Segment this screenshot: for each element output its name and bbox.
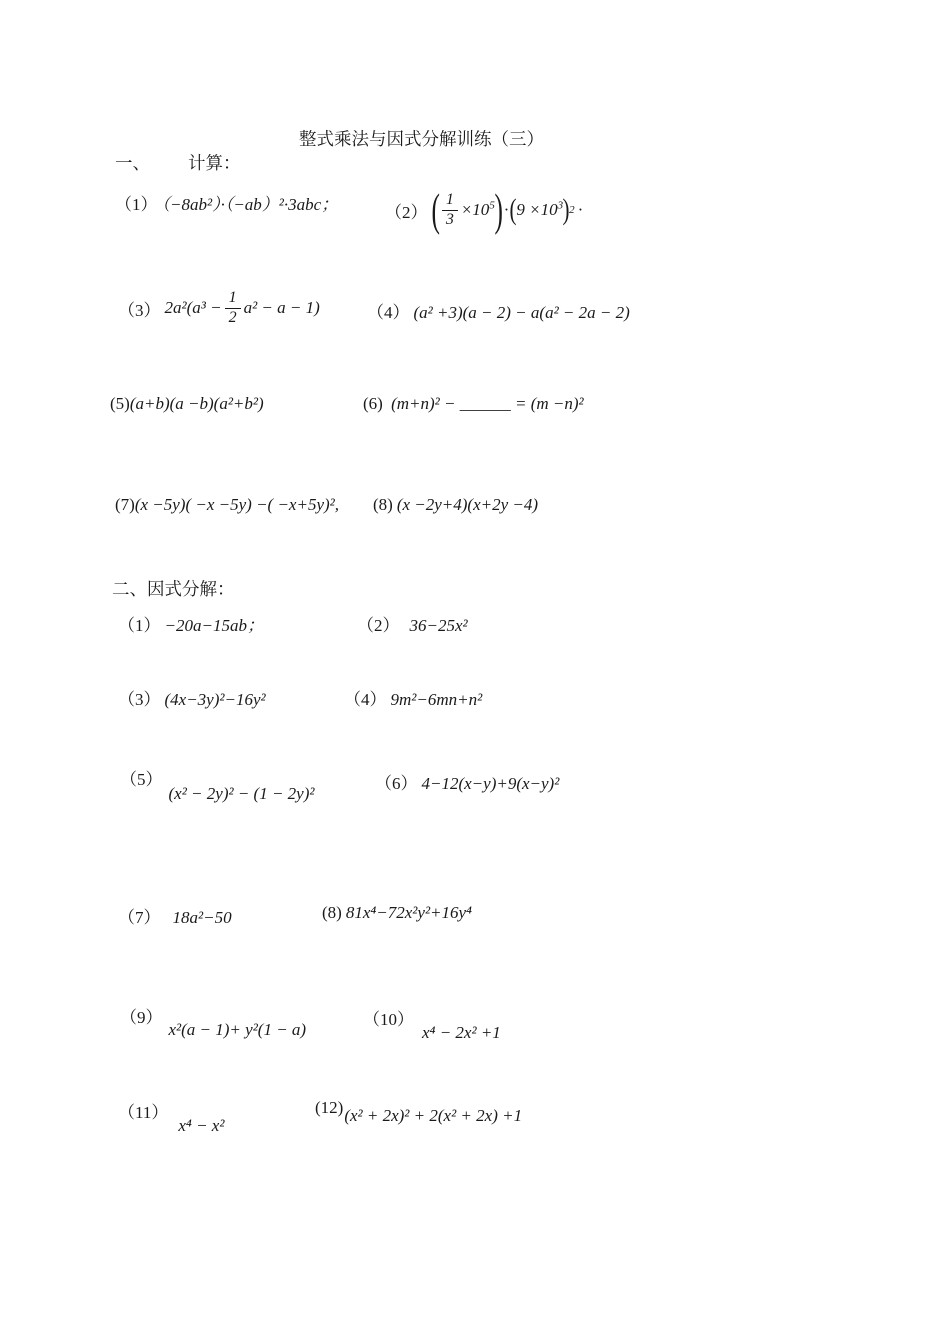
problem-s1-4 — [367, 298, 630, 323]
problem-s1-6-expression-post: = (m −n)² — [514, 394, 584, 413]
problem-s2-12-expression: (x² + 2x)² + 2(x² + 2x) +1 — [344, 1106, 523, 1125]
problem-s2-4 — [344, 685, 482, 710]
problem-s2-12 — [315, 1098, 523, 1125]
problem-s2-11-expression: x⁴ − x² — [178, 1116, 225, 1135]
multiply-dot: · — [504, 200, 509, 219]
problem-s2-7-number: （7） — [118, 908, 161, 927]
problem-s2-6 — [375, 769, 559, 794]
problem-s1-7-expression: (x −5y)( −x −5y) −( −x+5y)², — [134, 495, 339, 514]
problem-s2-5-expression: (x² − 2y)² − (1 − 2y)² — [168, 784, 315, 803]
problem-s1-8-number: (8) — [373, 495, 393, 514]
problem-s2-5 — [120, 765, 315, 803]
problem-s2-8-number: (8) — [322, 903, 342, 922]
problem-s1-7 — [115, 495, 339, 515]
problem-s1-2: （2） ( $\frac{1}{3}$ $\times 10^5$ ) · ( $9 \times 10^3$ ) 2 · — [385, 184, 584, 236]
problem-s1-6 — [363, 394, 584, 414]
fraction-denominator: 3 — [442, 210, 458, 229]
problem-s2-6-expression: 4−12(x−y)+9(x−y)² — [421, 774, 560, 793]
problem-s2-3-number: （3） — [118, 690, 161, 709]
fraction-one-half — [225, 290, 241, 327]
problem-s2-10 — [363, 1005, 501, 1042]
problem-s2-7 — [118, 903, 232, 928]
problem-s2-6-number: （6） — [375, 774, 418, 793]
exponent-3: 3 — [557, 199, 564, 212]
section2-heading — [112, 576, 235, 601]
problem-s2-4-expression: 9m²−6mn+n² — [390, 690, 483, 709]
problem-s2-1-number: （1） — [118, 616, 161, 635]
problem-s1-5-number: (5) — [110, 394, 130, 413]
problem-s2-11-number: （11） — [118, 1103, 169, 1122]
trailing-dot: · — [577, 200, 584, 219]
problem-s2-9-number: （9） — [120, 1008, 163, 1027]
problem-s1-2-number: （2） — [385, 202, 428, 222]
exponent-5: 5 — [489, 199, 495, 212]
problem-s2-8-expression: 81x⁴−72x²y²+16y⁴ — [345, 903, 472, 922]
problem-s2-2-number: （2） — [357, 616, 400, 635]
left-paren-medium: ( — [509, 193, 517, 226]
right-paren-large: ) — [494, 184, 503, 236]
times-ten-term: $\times 10^5$ — [460, 199, 495, 219]
fraction-numerator: 1 — [445, 190, 454, 208]
problem-s2-5-number: （5） — [120, 770, 163, 789]
section1-label: 计算： — [188, 153, 241, 173]
problem-s2-3-expression: (4x−3y)²−16y² — [164, 690, 266, 709]
problem-s1-3-expression-pre: 2a²(a³ − — [164, 298, 222, 317]
left-paren-large: ( — [430, 184, 440, 236]
problem-s1-3-expression-post: a² − a − 1) — [243, 298, 320, 317]
problem-s1-3-number: （3） — [118, 300, 161, 320]
fill-in-blank: ______ — [459, 394, 511, 413]
section2-number: 二、 — [112, 579, 147, 599]
problem-s1-4-number: （4） — [367, 303, 410, 322]
problem-s2-1-expression: −20a−15ab； — [164, 616, 264, 635]
problem-s2-4-number: （4） — [344, 690, 387, 709]
problem-s1-6-expression-pre: (m+n)² − — [391, 394, 456, 413]
problem-s1-1-number: （1） — [115, 195, 158, 214]
section1-heading — [115, 150, 241, 175]
nine-times-ten-term: $9 \times 10^3$ — [516, 199, 564, 219]
problem-s1-8-expression: (x −2y+4)(x+2y −4) — [396, 495, 539, 514]
problem-s1-3 — [118, 281, 320, 335]
problem-s2-9 — [120, 1003, 307, 1039]
problem-s2-3 — [118, 685, 266, 710]
section1-number: 一、 — [115, 153, 150, 173]
problem-s2-2-expression: 36−25x² — [409, 616, 468, 635]
fraction-numerator: 1 — [228, 288, 237, 306]
right-paren-medium: ) — [562, 193, 570, 226]
problem-s1-8 — [373, 495, 538, 515]
problem-s1-1 — [115, 190, 338, 215]
problem-s1-5-expression: (a+b)(a −b)(a²+b²) — [129, 394, 264, 413]
problem-s2-10-expression: x⁴ − 2x² +1 — [422, 1023, 501, 1042]
problem-s2-1 — [118, 611, 264, 636]
problem-s2-9-expression: x²(a − 1)+ y²(1 − a) — [168, 1020, 307, 1039]
problem-s2-10-number: （10） — [363, 1010, 414, 1029]
page-title: 整式乘法与因式分解训练（三） — [299, 129, 544, 149]
problem-s1-6-number: (6) — [363, 394, 383, 413]
section2-label: 因式分解： — [147, 579, 235, 599]
problem-s2-2 — [357, 611, 468, 636]
problem-s2-11 — [118, 1098, 225, 1135]
problem-s1-5 — [110, 394, 264, 414]
problem-s1-4-expression: (a² +3)(a − 2) − a(a² − 2a − 2) — [413, 303, 630, 322]
problem-s1-7-number: (7) — [115, 495, 135, 514]
problem-s2-8 — [322, 903, 472, 923]
fraction-denominator: 2 — [225, 308, 241, 327]
fraction-one-third — [442, 192, 458, 229]
problem-s2-12-number: (12) — [315, 1098, 344, 1117]
problem-s1-1-expression: （−8ab²）·（−ab）²·3abc； — [161, 195, 339, 214]
problem-s2-7-expression: 18a²−50 — [172, 908, 232, 927]
